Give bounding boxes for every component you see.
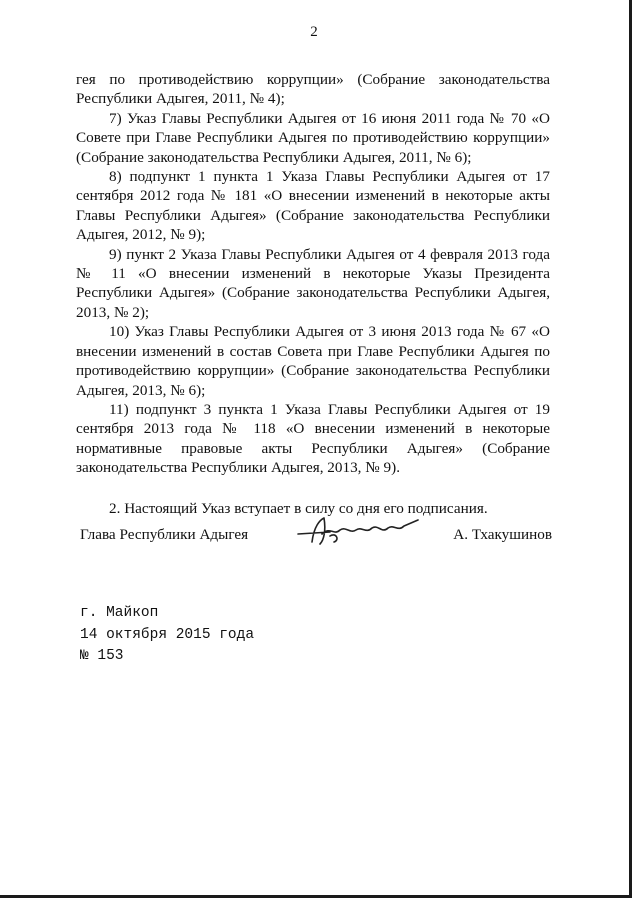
signature-block <box>80 526 552 550</box>
handwritten-signature <box>290 512 430 548</box>
paragraph: гея по противодействию коррупции» (Собрание законодательства Республики Адыгея, 2011, № 4); <box>76 71 550 108</box>
paragraph: 9) пункт 2 Указа Главы Республики Адыгея от 4 февраля 2013 года № 11 «О внесении изменений в некоторые Указы Президента Республики Адыгея» (Собрание законодательства Республики Адыгея, 2013, № 2); <box>76 245 550 321</box>
issue-city: г. Майкоп <box>80 605 159 621</box>
document-body <box>76 70 550 518</box>
paragraph: 10) Указ Главы Республики Адыгея от 3 июня 2013 года № 67 «О внесении изменений в состав Совета при Главе Республики Адыгея по противодействию коррупции» (Собрание законодательства Республики Адыгея, 2013, № 6); <box>76 323 550 399</box>
signatory-position: Глава Республики Адыгея <box>80 526 249 543</box>
signatory-name: А. Тхакушинов <box>453 526 552 543</box>
paragraph: 8) подпункт 1 пункта 1 Указа Главы Республики Адыгея от 17 сентября 2012 года № 181 «О внесении изменений в некоторые акты Главы Республики Адыгея» (Собрание законодательства Республики Адыгея, 2012, № 9); <box>76 168 550 244</box>
paragraph: 7) Указ Главы Республики Адыгея от 16 июня 2011 года № 70 «О Совете при Главе Республики Адыгея по противодействию коррупции» (Собрание законодательства Республики Адыгея, 2011, № 6); <box>76 109 550 166</box>
issue-date: 14 октября 2015 года <box>80 626 255 643</box>
page-number: 2 <box>310 24 318 40</box>
paragraph: 11) подпункт 3 пункта 1 Указа Главы Республики Адыгея от 19 сентября 2013 года № 118 «О внесении изменений в некоторые нормативные правовые акты Республики Адыгея» (Собрание законодательства Республики Адыгея, 2013, № 9). <box>76 400 550 477</box>
decree-number: № 153 <box>80 648 124 664</box>
document-meta <box>80 603 254 668</box>
paragraph: 2. Настоящий Указ вступает в силу со дня его подписания. <box>109 499 488 517</box>
